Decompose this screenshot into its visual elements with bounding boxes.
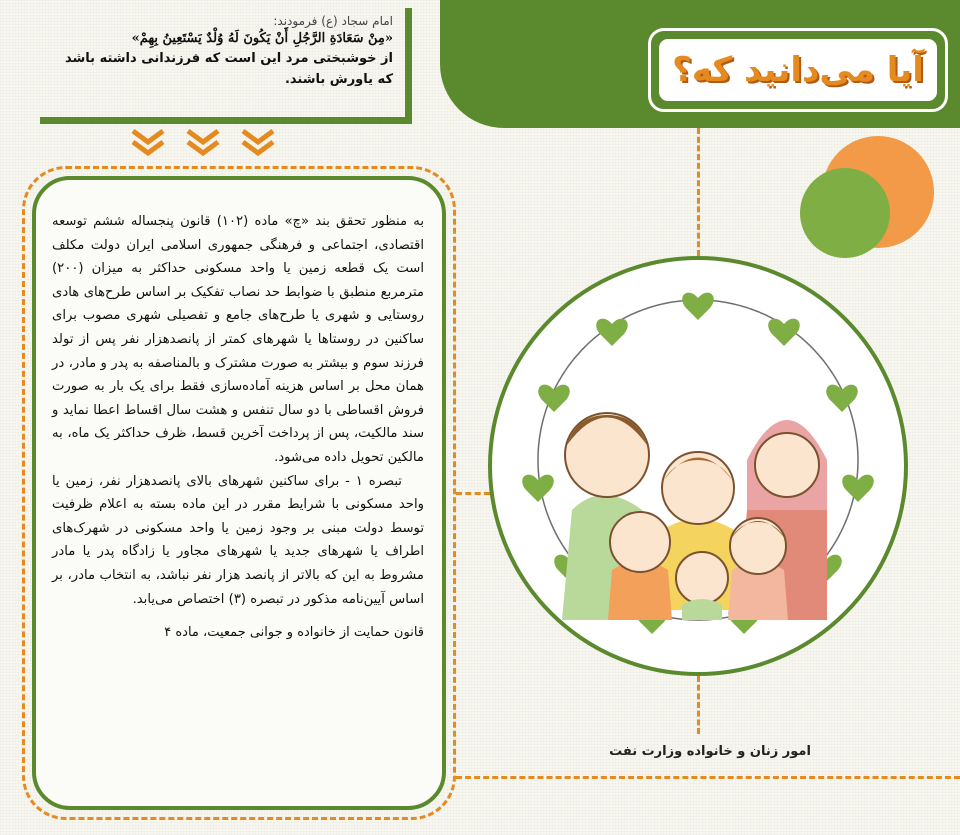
family-illustration — [488, 256, 908, 676]
connector-bottom — [456, 776, 960, 779]
body-paragraph-2: تبصره ۱ - برای ساکنین شهرهای بالای پانصدهزار نفر، زمین یا واحد مسکونی با شرایط مقرر در این ماده بسته به اعلام ظرفیت توسط دولت مبنی بر وجود زمین یا واحد مسکونی در شهرک‌های اطراف یا شهرهای جدید یا شهرهای مجاور یا زادگاه پدر یا مادر مشروط به این که بالاتر از پانصد هزار نفر نباشد، به انتخاب مادر، بر اساس آیین‌نامه مذکور در تبصره (۳) اختصاص می‌یابد. — [52, 473, 424, 607]
quote-attribution: امام سجاد (ع) فرمودند: — [273, 14, 393, 28]
child-figure-pink — [728, 518, 788, 620]
baby-figure — [676, 552, 728, 620]
chevron-down-icon — [130, 128, 166, 158]
chevron-group — [130, 128, 280, 162]
quote-farsi-text: از خوشبختی مرد این است که فرزندانی داشته باشد که یاورش باشند. — [65, 51, 393, 87]
decor-circle-green — [800, 168, 890, 258]
connector-left — [456, 492, 490, 495]
connector-vertical-bottom — [697, 676, 700, 734]
title-inner-frame — [656, 36, 940, 104]
content-panel — [22, 166, 456, 820]
quote-arabic-text: «مِنْ سَعَادَةِ الرَّجُلِ أَنْ یَكُونَ لَهُ وُلْدٌ یَسْتَعِینُ بِهِمْ» — [131, 31, 393, 46]
source-citation: قانون حمایت از خانواده و جوانی جمعیت، ماده ۴ — [164, 625, 424, 641]
title-box — [648, 28, 948, 112]
connector-vertical-top — [697, 128, 700, 256]
family-illustration-svg — [492, 260, 904, 672]
content-panel-inner — [32, 176, 446, 810]
body-paragraph-1: به منظور تحقق بند «چ» ماده (۱۰۲) قانون پنجساله ششم توسعه اقتصادی، اجتماعی و فرهنگی جمهوری اسلامی ایران دولت مکلف است یک قطعه زمین یا واحد مسکونی حداکثر به میزان (۲۰۰) مترمربع منطبق با ضوابط حد نصاب تفکیک بر اساس طرح‌های هادی روستایی و شهری یا طرح‌های جامع و تفصیلی شهری مصوب برای ساکنین در روستاها یا شهرهای کمتر از پانصدهزار نفر پس از تولد فرزند سوم و بیشتر به صورت مشترک و بالمناصفه به پدر و مادر، در همان محل بر اساس هزینه آماده‌سازی فقط برای یک بار به صورت فروش اقساطی با دو سال تنفس و هشت سال اقساط اعطا نماید و سند مالکیت، پس از پرداخت آخرین قسط، ظرف حداکثر یک ماه، به مالکین تحویل داده می‌شود. — [52, 214, 424, 465]
caption: امور زنان و خانواده وزارت نفت — [609, 744, 811, 759]
quote-box — [40, 8, 412, 124]
page-title: آیا می‌دانید که؟ — [672, 50, 924, 90]
chevron-down-icon — [240, 128, 276, 158]
chevron-down-icon — [185, 128, 221, 158]
